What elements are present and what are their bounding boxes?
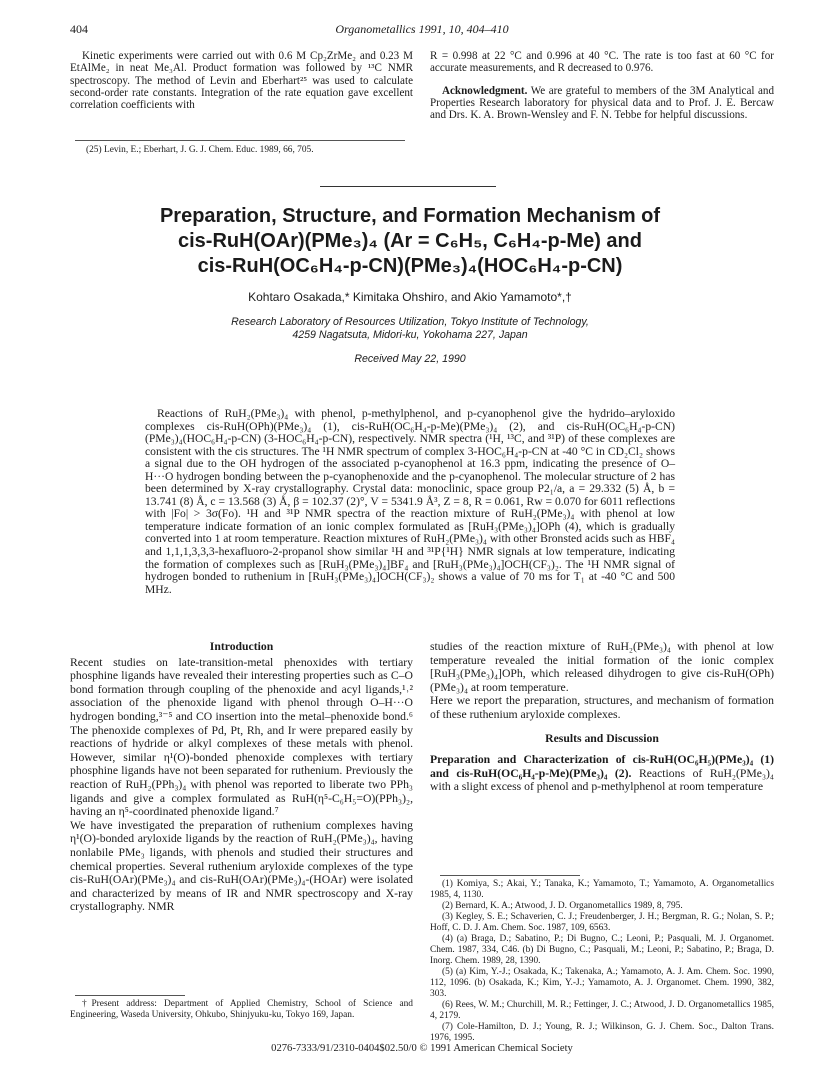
subsection-text: Reactions of RuH₂(PMe₃)₄ with a slight excess of phenol and p-methylphenol at room temperature [430,766,774,794]
title-line-2: cis-RuH(OAr)(PMe₃)₄ (Ar = C₆H₅, C₆H₄-p-Me) and [178,230,642,252]
subsection-paragraph [430,753,774,794]
affiliation-line-2: 4259 Nagatsuta, Midori-ku, Yokohama 227, Japan [292,329,528,341]
reference-item: (7) Cole-Hamilton, D. J.; Young, R. J.; Wilkinson, G. J. Chem. Soc., Dalton Trans. 1976, 1995. [430,1022,774,1043]
introduction-heading: Introduction [209,640,274,653]
received-date: Received May 22, 1990 [354,353,466,365]
reference-item: (5) (a) Kim, Y.-J.; Osakada, K.; Takenaka, A.; Yamamoto, A. J. Am. Chem. Soc. 1990, 112, 1096. (b) Osakada, K.; Kim, Y.-J.; Yamamoto, A. J. Organomet. Chem. 1990, 382, 303. [430,967,774,999]
right-paragraph-1: studies of the reaction mixture of RuH₂(PMe₃)₄ with phenol at low temperature revealed the initial formation of the ionic complex [RuH₃(PMe₃)₄]OPh, which released dihydrogen to give cis-RuH(OPh)(PMe₃)₄ at room temperature. [430,640,774,694]
rate-paragraph: R = 0.998 at 22 °C and 0.996 at 40 °C. The rate is too fast at 60 °C for accurate measurements, and R decreased to 0.976. [430,50,774,75]
affiliation [110,316,710,342]
acknowledgment-heading: Acknowledgment. [442,84,528,97]
reference-item: (1) Komiya, S.; Akai, Y.; Tanaka, K.; Yamamoto, T.; Yamamoto, A. Organometallics 1985, 4, 1130. [430,879,774,900]
abstract: Reactions of RuH₂(PMe₃)₄ with phenol, p-methylphenol, and p-cyanophenol give the hydrido–aryloxido complexes cis-RuH(OPh)(PMe₃)₄ (1), cis-RuH(OC₆H₄-p-Me)(PMe₃)₄ (2), and cis-RuH(OC₆H₄-p-CN)(PMe₃)₄(HOC₆H₄-p-CN) (3-HOC₆H₄-p-CN), respectively. NMR spectra (¹H, ¹³C, and ³¹P) of these complexes are consistent with the cis structures. The ¹H NMR spectrum of complex 3-HOC₆H₄-p-CN at -40 °C in CD₂Cl₂ shows a signal due to the OH hydrogen of the associated p-cyanophenol at 16.3 ppm, indicating the presence of O–H···O hydrogen bonding between the p-cyanophenoxide and the p-cyanophenol. The molecular structure of 2 has been determined by X-ray crystallography. Crystal data: monoclinic, space group P2₁/a, a = 29.332 (5) Å, b = 13.741 (8) Å, c = 13.568 (3) Å, β = 102.37 (2)°, V = 5341.9 Å³, Z = 8, R = 0.061, Rw = 0.070 for 6011 reflections with |Fo| > 3σ(Fo). ¹H and ³¹P NMR spectra of the reaction mixture of RuH₂(PMe₃)₄ with phenol at low temperature indicate formation of an ionic complex formulated as [RuH₃(PMe₃)₄]OPh (4), which is gradually converted into 1 at room temperature. Reaction mixtures of RuH₂(PMe₃)₄ with other Bronsted acids such as HBF₄ and 1,1,1,3,3,3-hexafluoro-2-propanol show similar ¹H and ³¹P{¹H} NMR signals at low temperature, indicating the formation of complexes such as [RuH₃(PMe₃)₄]BF₄ and [RuH₃(PMe₃)₄]OCH(CF₃)₂. The ¹H NMR signal of hydrogen bonded to ruthenium in [RuH₃(PMe₃)₄]OCH(CF₃)₂ shows a value of 70 ms for T₁ at -40 °C and 500 MHz. [145,407,675,596]
reference-item: (2) Bernard, K. A.; Atwood, J. D. Organometallics 1989, 8, 795. [442,901,683,911]
right-main-column [430,640,774,794]
footnote-rule [75,140,405,141]
intro-paragraph-2: We have investigated the preparation of ruthenium complexes having η¹(O)-bonded aryloxide ligands by the reaction of RuH₂(PMe₃)₄, having nonlabile PMe₃ ligands, with phenols and studied their structures and chemical properties. Several ruthenium aryloxide complexes of the type cis-RuH(OAr)(PMe₃)₄ and cis-RuH(OAr)(PMe₃)₄-(HOAr) were isolated and characterized by means of IR and NMR spectroscopy and X-ray crystallography. NMR [70,818,413,914]
reference-item: (4) (a) Braga, D.; Sabatino, P.; Di Bugno, C.; Leoni, P.; Pasquali, M. J. Organomet. Chem. 1987, 334, C46. (b) Di Bugno, C.; Pasquali, M.; Leoni, P.; Sabatino, P.; Braga, D. Inorg. Chem. 1989, 28, 1390. [430,934,774,966]
subsection-title: Preparation and Characterization of cis-RuH(OC₆H₅)(PMe₃)₄ (1) and cis-RuH(OC₆H₄-p-Me)(PMe₃)₄ (2). [430,753,774,780]
title-line-1: Preparation, Structure, and Formation Mechanism of [159,205,661,227]
acknowledgment-text: We are grateful to members of the 3M Analytical and Properties Research laboratory for physical data and to Prof. J. E. Bercaw and Drs. K. A. Brown-Wensley and F. N. Tebbe for helpful discussions. [430,84,774,122]
article-divider [320,186,496,187]
running-header [70,22,774,40]
page-number: 404 [70,22,88,36]
top-left-column [70,50,413,111]
references-rule [440,875,580,876]
authors: Kohtaro Osakada,* Kimitaka Ohshiro, and Akio Yamamoto*,† [248,290,572,304]
affiliation-line-1: Research Laboratory of Resources Utilization, Tokyo Institute of Technology, [231,316,589,328]
present-address-note: †Present address: Department of Applied Chemistry, School of Science and Engineering, Waseda University, Ohkubo, Shinjyuku-ku, Tokyo 169, Japan. [70,999,413,1020]
kinetics-paragraph: Kinetic experiments were carried out with 0.6 M Cp₂ZrMe₂ and 0.23 M EtAlMe₂ in neat Me₃Al. Product formation was followed by ¹³C NMR spectroscopy. The method of Levin and Eberhart²⁵ was used to calculate second-order rate constants. Integration of the rate equation gave excellent correlation coefficients with [70,50,413,112]
results-heading: Results and Discussion [545,731,659,745]
reference-item: (3) Kegley, S. E.; Schaverien, C. J.; Freudenberger, J. H.; Bergman, R. G.; Nolan, S. P.; Hoff, C. D. J. Am. Chem. Soc. 1987, 109, 6563. [430,912,774,933]
references-list [430,879,774,1044]
copyright-footer: 0276-7333/91/2310-0404$02.50/0 © 1991 American Chemical Society [271,1043,573,1054]
journal-citation: Organometallics 1991, 10, 404–410 [335,22,509,36]
footnote-25: (25) Levin, E.; Eberhart, J. G. J. Chem. Educ. 1989, 66, 705. [86,145,314,155]
article-title [110,204,710,279]
top-right-column [430,50,774,121]
present-address-rule [75,995,185,996]
reference-item: (6) Rees, W. M.; Churchill, M. R.; Fettinger, J. C.; Atwood, J. D. Organometallics 1985, 4, 2179. [430,1000,774,1021]
title-line-3: cis-RuH(OC₆H₄-p-CN)(PMe₃)₄(HOC₆H₄-p-CN) [197,255,623,277]
left-main-column [70,640,413,914]
intro-paragraph-1: Recent studies on late-transition-metal phenoxides with tertiary phosphine ligands have revealed their interesting properties such as C–O bond formation through coupling of the phenoxide and acyl ligands,¹˒² association of the phenoxide ligand with phenol through O–H···O hydrogen bonding,³⁻⁵ and CO insertion into the metal–phenoxide bond.⁶ The phenoxide complexes of Pd, Pt, Rh, and Ir were prepared easily by reactions of hydride or alkyl complexes of these metals with phenol. However, similar η¹(O)-bonded phenoxide complexes with tertiary phosphine ligands have not been separated for ruthenium. Previously the reaction of RuH₂(PPh₃)₄ with phenol was reported to liberate two PPh₃ ligands and give a complex formulated as RuH(η⁵-C₆H₅=O)(PPh₃)₂, having an η⁵-coordinated phenoxide ligand.⁷ [70,655,413,819]
right-paragraph-2: Here we report the preparation, structures, and mechanism of formation of these ruthenium aryloxide complexes. [430,694,774,721]
acknowledgment [430,85,774,122]
